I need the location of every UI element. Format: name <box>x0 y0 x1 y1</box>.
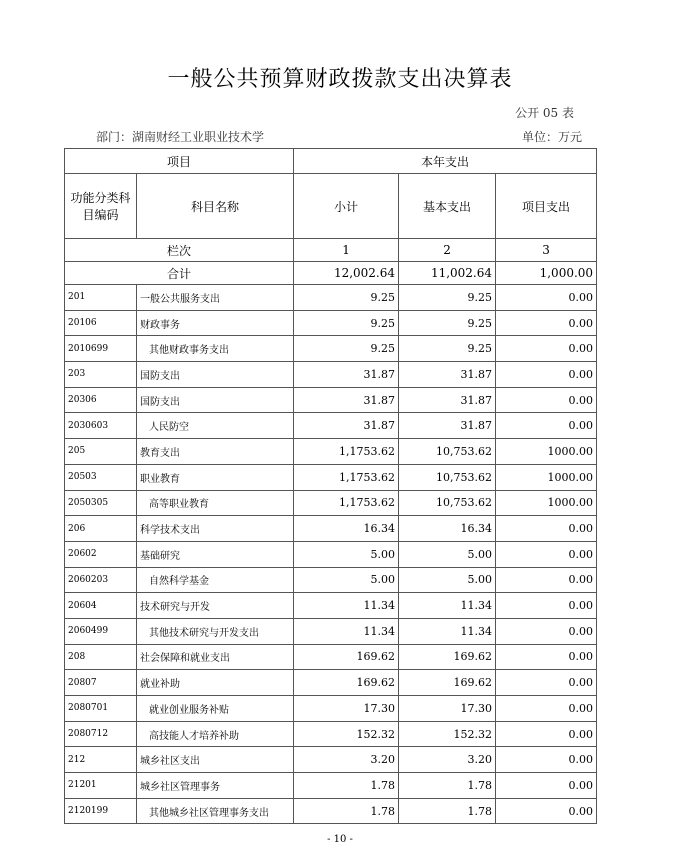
table-row <box>65 696 597 722</box>
table-row <box>65 644 597 670</box>
row-subtotal: 31.87 <box>294 362 399 388</box>
row-name: 基础研究 <box>137 541 294 567</box>
row-project: 0.00 <box>496 362 597 388</box>
row-code: 206 <box>65 516 137 542</box>
row-code: 20602 <box>65 541 137 567</box>
row-name: 职业教育 <box>137 464 294 490</box>
row-code: 208 <box>65 644 137 670</box>
row-basic: 5.00 <box>399 541 496 567</box>
row-name: 自然科学基金 <box>137 567 294 593</box>
row-subtotal: 9.25 <box>294 336 399 362</box>
row-basic: 10,753.62 <box>399 464 496 490</box>
row-subtotal: 9.25 <box>294 310 399 336</box>
row-project: 0.00 <box>496 696 597 722</box>
row-basic: 169.62 <box>399 670 496 696</box>
row-project: 0.00 <box>496 798 597 824</box>
row-name: 其他城乡社区管理事务支出 <box>137 798 294 824</box>
row-subtotal: 11.34 <box>294 593 399 619</box>
row-project: 0.00 <box>496 773 597 799</box>
row-name: 一般公共服务支出 <box>137 285 294 311</box>
row-project: 0.00 <box>496 413 597 439</box>
row-basic: 11.34 <box>399 618 496 644</box>
row-project: 0.00 <box>496 387 597 413</box>
table-row <box>65 387 597 413</box>
row-basic: 31.87 <box>399 387 496 413</box>
page-number: - 10 - <box>327 834 353 845</box>
table-row <box>65 362 597 388</box>
row-basic: 1.78 <box>399 773 496 799</box>
row-code: 201 <box>65 285 137 311</box>
row-basic: 11.34 <box>399 593 496 619</box>
row-code: 205 <box>65 439 137 465</box>
column-index-3: 3 <box>496 239 597 262</box>
row-subtotal: 1,1753.62 <box>294 464 399 490</box>
row-code: 2080712 <box>65 721 137 747</box>
row-basic: 169.62 <box>399 644 496 670</box>
row-name: 财政事务 <box>137 310 294 336</box>
row-code: 2050305 <box>65 490 137 516</box>
row-subtotal: 169.62 <box>294 670 399 696</box>
table-row <box>65 541 597 567</box>
total-row <box>65 262 597 285</box>
row-project: 0.00 <box>496 618 597 644</box>
row-project: 0.00 <box>496 721 597 747</box>
row-name: 其他财政事务支出 <box>137 336 294 362</box>
row-subtotal: 5.00 <box>294 567 399 593</box>
table-row <box>65 516 597 542</box>
row-name: 国防支出 <box>137 387 294 413</box>
table-row <box>65 336 597 362</box>
table-row <box>65 773 597 799</box>
column-index-1: 1 <box>294 239 399 262</box>
header-current-year: 本年支出 <box>294 149 597 174</box>
column-index-row <box>65 239 597 262</box>
total-label: 合计 <box>65 262 294 285</box>
row-project: 0.00 <box>496 567 597 593</box>
row-basic: 5.00 <box>399 567 496 593</box>
row-project: 0.00 <box>496 285 597 311</box>
row-name: 技术研究与开发 <box>137 593 294 619</box>
expenditure-table <box>64 148 597 824</box>
row-subtotal: 3.20 <box>294 747 399 773</box>
row-name: 城乡社区管理事务 <box>137 773 294 799</box>
table-row <box>65 464 597 490</box>
total-basic: 11,002.64 <box>399 262 496 285</box>
row-basic: 16.34 <box>399 516 496 542</box>
row-code: 203 <box>65 362 137 388</box>
row-subtotal: 16.34 <box>294 516 399 542</box>
row-subtotal: 1.78 <box>294 773 399 799</box>
row-name: 高技能人才培养补助 <box>137 721 294 747</box>
table-row <box>65 490 597 516</box>
table-row <box>65 593 597 619</box>
row-code: 2060499 <box>65 618 137 644</box>
unit-label: 单位：万元 <box>521 130 582 144</box>
table-row <box>65 310 597 336</box>
row-basic: 10,753.62 <box>399 490 496 516</box>
header-row-1 <box>65 149 597 174</box>
column-index-2: 2 <box>399 239 496 262</box>
row-project: 0.00 <box>496 593 597 619</box>
row-code: 212 <box>65 747 137 773</box>
table-row <box>65 670 597 696</box>
row-name: 就业补助 <box>137 670 294 696</box>
row-subtotal: 1,1753.62 <box>294 439 399 465</box>
row-name: 教育支出 <box>137 439 294 465</box>
row-name: 国防支出 <box>137 362 294 388</box>
table-row <box>65 798 597 824</box>
row-subtotal: 1.78 <box>294 798 399 824</box>
row-project: 1000.00 <box>496 490 597 516</box>
row-code: 2010699 <box>65 336 137 362</box>
row-name: 其他技术研究与开发支出 <box>137 618 294 644</box>
row-project: 0.00 <box>496 516 597 542</box>
header-subtotal: 小计 <box>294 174 399 239</box>
row-code: 2060203 <box>65 567 137 593</box>
row-subtotal: 1,1753.62 <box>294 490 399 516</box>
row-code: 2080701 <box>65 696 137 722</box>
table-row <box>65 567 597 593</box>
row-subtotal: 169.62 <box>294 644 399 670</box>
form-number: 公开 05 表 <box>515 106 574 120</box>
row-project: 0.00 <box>496 336 597 362</box>
row-code: 20306 <box>65 387 137 413</box>
total-project: 1,000.00 <box>496 262 597 285</box>
row-subtotal: 152.32 <box>294 721 399 747</box>
row-name: 城乡社区支出 <box>137 747 294 773</box>
row-subtotal: 31.87 <box>294 387 399 413</box>
row-name: 科学技术支出 <box>137 516 294 542</box>
total-subtotal: 12,002.64 <box>294 262 399 285</box>
table-row <box>65 618 597 644</box>
row-project: 0.00 <box>496 310 597 336</box>
page-title: 一般公共预算财政拨款支出决算表 <box>167 67 513 92</box>
row-code: 20503 <box>65 464 137 490</box>
row-basic: 31.87 <box>399 413 496 439</box>
row-project: 1000.00 <box>496 439 597 465</box>
header-code: 功能分类科目编码 <box>65 174 137 239</box>
row-code: 20106 <box>65 310 137 336</box>
row-code: 20604 <box>65 593 137 619</box>
department-label: 部门：湖南财经工业职业技术学 <box>96 130 265 144</box>
row-code: 2120199 <box>65 798 137 824</box>
row-basic: 9.25 <box>399 336 496 362</box>
table-row <box>65 285 597 311</box>
row-name: 人民防空 <box>137 413 294 439</box>
row-basic: 1.78 <box>399 798 496 824</box>
table-row <box>65 439 597 465</box>
row-basic: 10,753.62 <box>399 439 496 465</box>
row-project: 0.00 <box>496 644 597 670</box>
row-basic: 152.32 <box>399 721 496 747</box>
header-project-exp: 项目支出 <box>496 174 597 239</box>
row-name: 高等职业教育 <box>137 490 294 516</box>
header-basic: 基本支出 <box>399 174 496 239</box>
row-code: 2030603 <box>65 413 137 439</box>
row-project: 0.00 <box>496 541 597 567</box>
row-subtotal: 11.34 <box>294 618 399 644</box>
table-row <box>65 747 597 773</box>
table-row <box>65 413 597 439</box>
row-subtotal: 31.87 <box>294 413 399 439</box>
row-basic: 17.30 <box>399 696 496 722</box>
row-name: 社会保障和就业支出 <box>137 644 294 670</box>
row-basic: 9.25 <box>399 310 496 336</box>
row-basic: 3.20 <box>399 747 496 773</box>
row-project: 0.00 <box>496 747 597 773</box>
row-subtotal: 5.00 <box>294 541 399 567</box>
table-row <box>65 721 597 747</box>
header-project: 项目 <box>65 149 294 174</box>
row-basic: 31.87 <box>399 362 496 388</box>
row-project: 1000.00 <box>496 464 597 490</box>
column-index-label: 栏次 <box>65 239 294 262</box>
header-row-2 <box>65 174 597 239</box>
row-name: 就业创业服务补贴 <box>137 696 294 722</box>
header-name: 科目名称 <box>137 174 294 239</box>
row-subtotal: 9.25 <box>294 285 399 311</box>
row-code: 20807 <box>65 670 137 696</box>
row-project: 0.00 <box>496 670 597 696</box>
row-subtotal: 17.30 <box>294 696 399 722</box>
row-code: 21201 <box>65 773 137 799</box>
table-body <box>65 285 597 824</box>
row-basic: 9.25 <box>399 285 496 311</box>
